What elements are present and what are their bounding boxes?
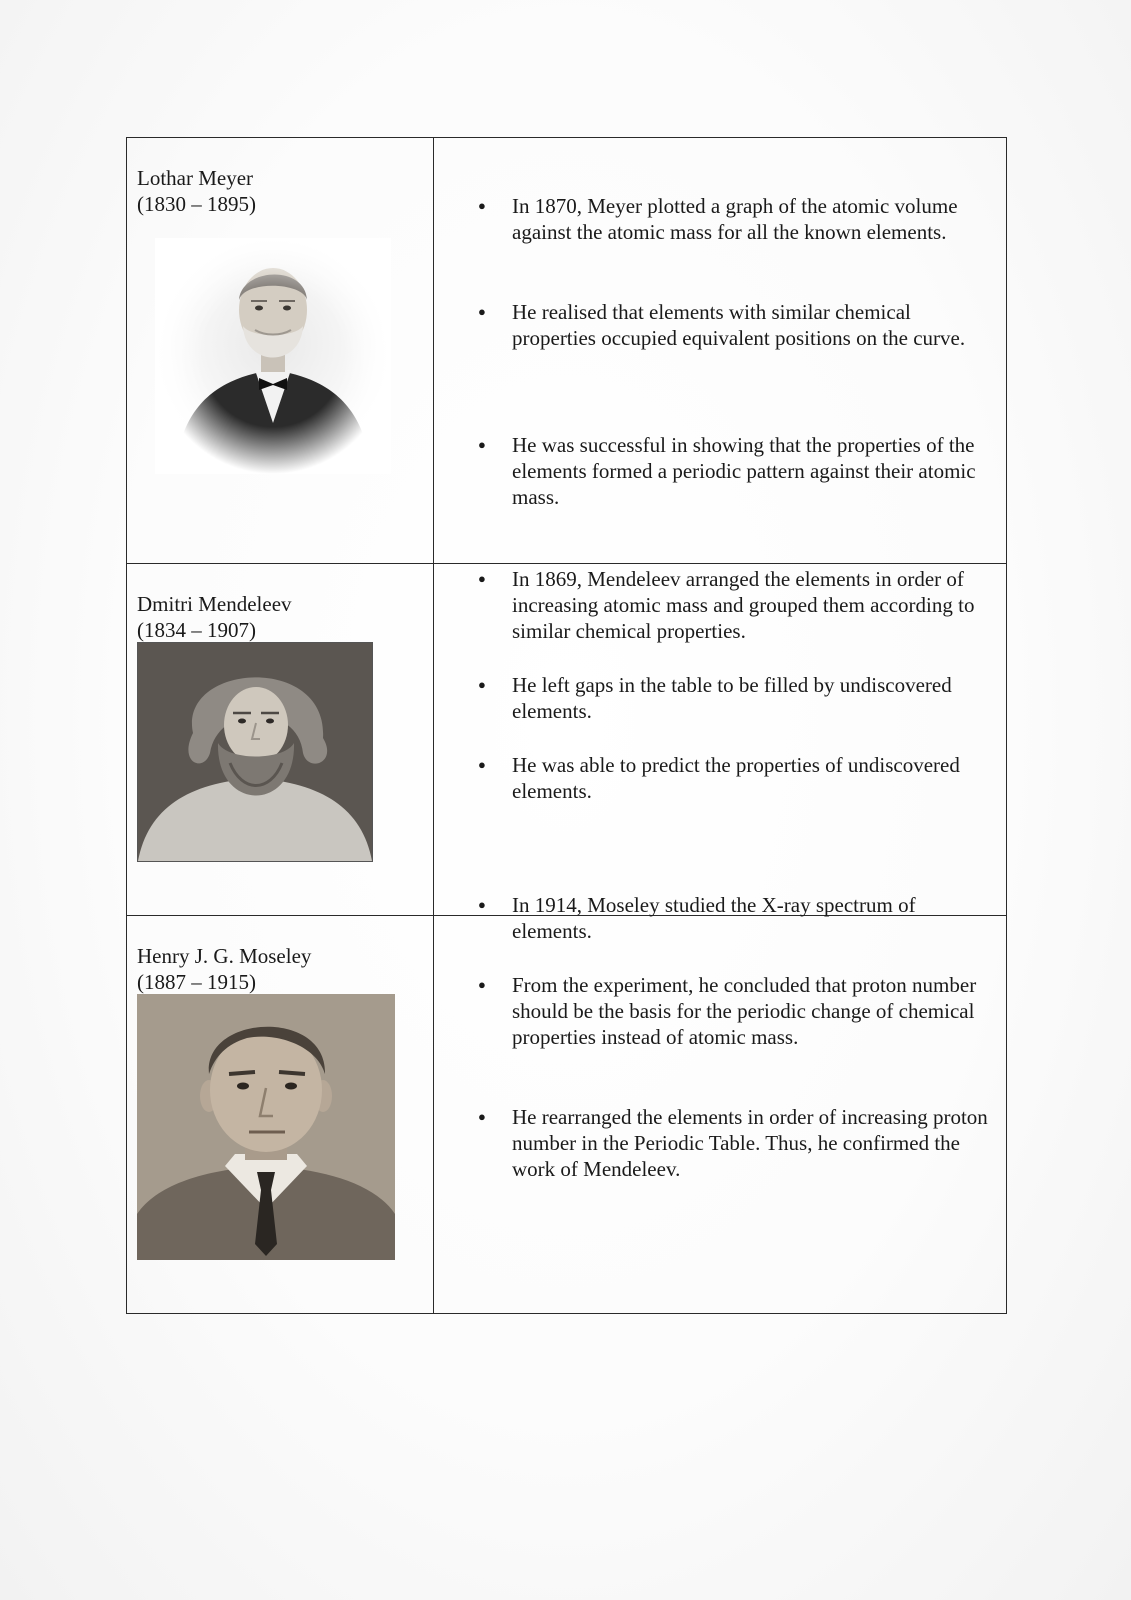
list-item: From the experiment, he concluded that proton number should be the basis for the periodic change of chemical properties instead of atomic mass. xyxy=(512,973,977,1049)
bullet-icon: ● xyxy=(478,757,486,772)
scientist-cell xyxy=(127,138,434,564)
bullet-icon: ● xyxy=(478,198,486,213)
portrait-meyer-icon xyxy=(155,238,391,474)
portrait-moseley-icon xyxy=(137,994,395,1260)
list-item: He was able to predict the properties of undiscovered elements. xyxy=(512,753,960,803)
scientist-cell xyxy=(127,564,434,916)
list-item: He was successful in showing that the properties of the elements formed a periodic pattern against their atomic mass. xyxy=(512,433,976,509)
bullet-icon: ● xyxy=(478,571,486,586)
bullet-icon: ● xyxy=(478,304,486,319)
bullet-icon: ● xyxy=(478,897,486,912)
scientist-cell xyxy=(127,916,434,1314)
list-item: In 1869, Mendeleev arranged the elements in order of increasing atomic mass and grouped them according to similar chemical properties. xyxy=(512,567,975,643)
list-item: He rearranged the elements in order of increasing proton number in the Periodic Table. Thus, he confirmed the work of Mendeleev. xyxy=(512,1105,988,1181)
scientist-years: (1887 – 1915) xyxy=(137,970,256,994)
scientist-years: (1834 – 1907) xyxy=(137,618,256,642)
list-item: In 1870, Meyer plotted a graph of the atomic volume against the atomic mass for all the known elements. xyxy=(512,194,958,244)
bullet-icon: ● xyxy=(478,1109,486,1124)
list-item: In 1914, Moseley studied the X-ray spectrum of elements. xyxy=(512,893,916,943)
scientist-years: (1830 – 1895) xyxy=(137,192,256,216)
scientist-name: Henry J. G. Moseley xyxy=(137,944,312,968)
list-item: He left gaps in the table to be filled by undiscovered elements. xyxy=(512,673,952,723)
bullet-icon: ● xyxy=(478,677,486,692)
bullet-icon: ● xyxy=(478,977,486,992)
scientist-name: Dmitri Mendeleev xyxy=(137,592,292,616)
scientist-name: Lothar Meyer xyxy=(137,166,254,190)
portrait-mendeleev-icon xyxy=(137,642,373,862)
list-item: He realised that elements with similar chemical properties occupied equivalent positions on the curve. xyxy=(512,300,966,350)
bullet-icon: ● xyxy=(478,437,486,452)
